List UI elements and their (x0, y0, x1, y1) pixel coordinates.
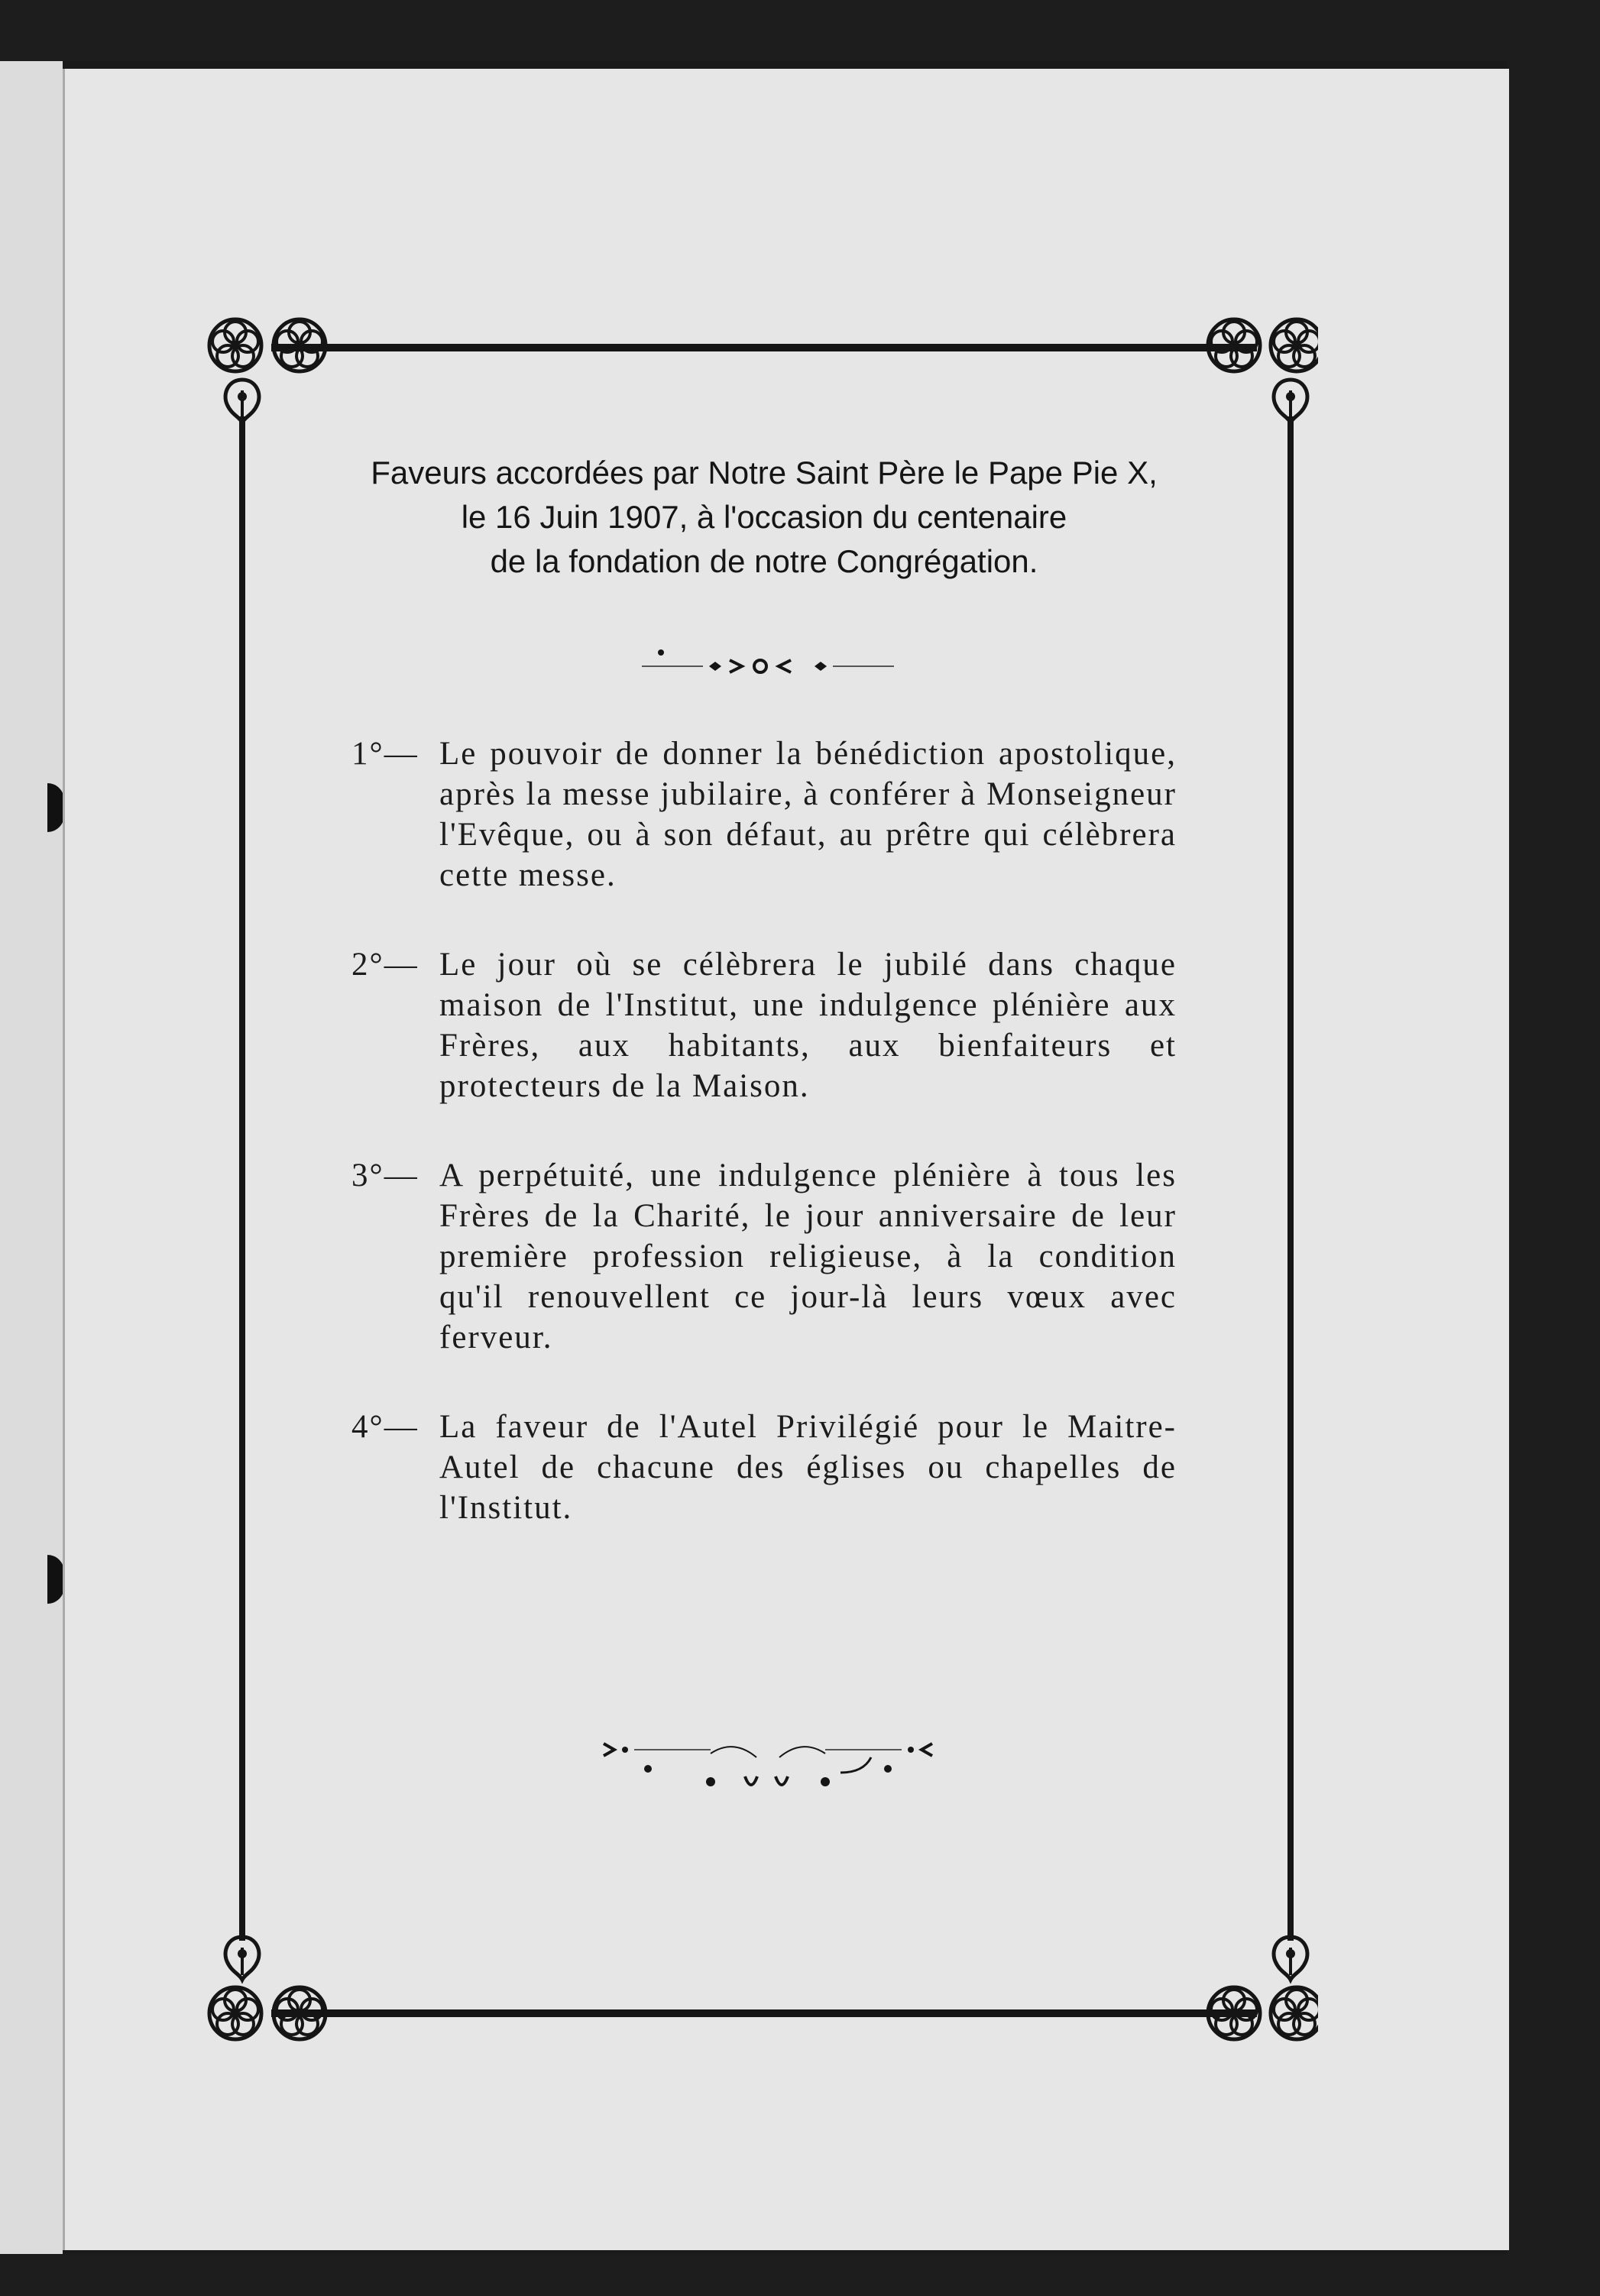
tailpiece-svg (596, 1734, 940, 1803)
item-number: 3°— (351, 1158, 419, 1193)
scan-right-edge (1507, 61, 1600, 2254)
item-text: Le pouvoir de donner la bénédiction apostolique, après la messe jubilaire, à conférer à Monseigneur l'Evêque, ou à son défaut, au prêtre qui célèbrera cette messe. (439, 736, 1177, 893)
heading-line-1: Faveurs accordées par Notre Saint Père le Pape Pie X, (371, 455, 1158, 491)
item-number: 2°— (351, 947, 419, 983)
item-text: La faveur de l'Autel Privilégié pour le Maitre-Autel de chacune des églises ou chapelles de l'Institut. (439, 1409, 1177, 1526)
item-number: 4°— (351, 1409, 419, 1445)
item-number: 1°— (351, 736, 419, 772)
scan-top-edge (0, 0, 1600, 61)
document-heading (329, 451, 1200, 584)
list-item (351, 1407, 1177, 1528)
adjacent-page-strip (0, 61, 63, 2254)
heading-line-3: de la fondation de notre Congrégation. (490, 543, 1038, 579)
favours-list (351, 733, 1177, 1577)
list-item (351, 733, 1177, 895)
divider-svg (642, 649, 894, 680)
scan-bottom-edge (0, 2254, 1600, 2296)
ornamental-divider (642, 649, 894, 680)
scroll-tailpiece (596, 1734, 940, 1803)
item-text: A perpétuité, une indulgence plénière à tous les Frères de la Charité, le jour anniversaire de leur première profession religieuse, à la condition qu'il renouvellent ce jour-là leurs vœux avec ferveur. (439, 1158, 1177, 1355)
binding-hole-icon (47, 1555, 64, 1604)
binding-hole-icon (47, 783, 64, 832)
heading-line-2: le 16 Juin 1907, à l'occasion du centenaire (461, 499, 1067, 535)
item-text: Le jour où se célèbrera le jubilé dans chaque maison de l'Institut, une indulgence plénière aux Frères, aux habitants, aux bienfaiteurs et protecteurs de la Maison. (439, 947, 1177, 1104)
list-item (351, 944, 1177, 1106)
list-item (351, 1155, 1177, 1358)
